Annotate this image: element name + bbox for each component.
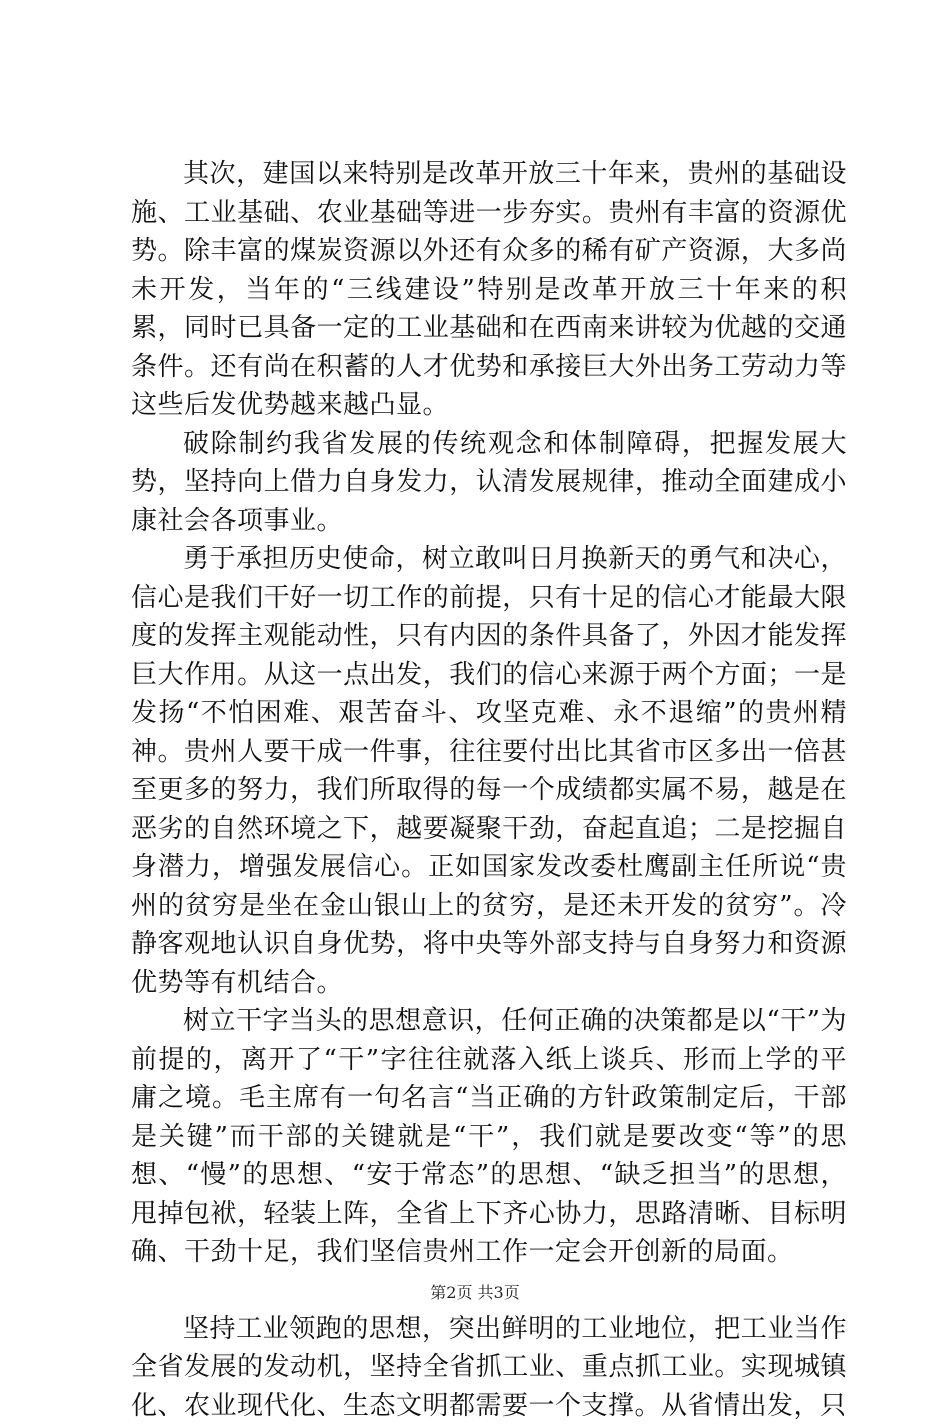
- paragraph: 勇于承担历史使命，树立敢叫日月换新天的勇气和决心，信心是我们干好一切工作的前提，只有十足的信心才能最大限度的发挥主观能动性，只有内因的条件具备了，外因才能发挥巨大作用。从这一点出发，我们的信心来源于两个方面；一是发扬“不怕困难、艰苦奋斗、攻坚克难、永不退缩”的贵州精神。贵州人要干成一件事，往往要付出比其省市区多出一倍甚至更多的努力，我们所取得的每一个成绩都实属不易，越是在恶劣的自然环境之下，越要凝聚干劲，奋起直追；二是挖掘自身潜力，增强发展信心。正如国家发改委杜鹰副主任所说“贵州的贫穷是坐在金山银山上的贫穷，是还未开发的贫穷”。冷静客观地认识自身优势，将中央等外部支持与自身努力和资源优势等有机结合。: [131, 540, 847, 1002]
- paragraph: 破除制约我省发展的传统观念和体制障碍，把握发展大势，坚持向上借力自身发力，认清发展规律，推动全面建成小康社会各项事业。: [131, 425, 847, 541]
- page-number-footer: 第2页 共3页: [0, 1283, 950, 1303]
- paragraph: 坚持工业领跑的思想，突出鲜明的工业地位，把工业当作全省发展的发动机，坚持全省抓工业、重点抓工业。实现城镇化、农业现代化、生态文明都需要一个支撑。从省情出发，只: [131, 1310, 847, 1425]
- paragraph: 其次，建国以来特别是改革开放三十年来，贵州的基础设施、工业基础、农业基础等进一步夯实。贵州有丰富的资源优势。除丰富的煤炭资源以外还有众多的稀有矿产资源，大多尚未开发，当年的“三线建设”特别是改革开放三十年来的积累，同时已具备一定的工业基础和在西南来讲较为优越的交通条件。还有尚在积蓄的人才优势和承接巨大外出务工劳动力等这些后发优势越来越凸显。: [131, 155, 847, 425]
- paragraph: 树立干字当头的思想意识，任何正确的决策都是以“干”为前提的，离开了“干”字往往就落入纸上谈兵、形而上学的平庸之境。毛主席有一句名言“当正确的方针政策制定后，干部是关键”而干部的关键就是“干”，我们就是要改变“等”的思想、“慢”的思想、“安于常态”的思想、“缺乏担当”的思想，甩掉包袱，轻装上阵，全省上下齐心协力，思路清晰、目标明确、干劲十足，我们坚信贵州工作一定会开创新的局面。: [131, 1002, 847, 1272]
- document-body: [131, 155, 847, 1425]
